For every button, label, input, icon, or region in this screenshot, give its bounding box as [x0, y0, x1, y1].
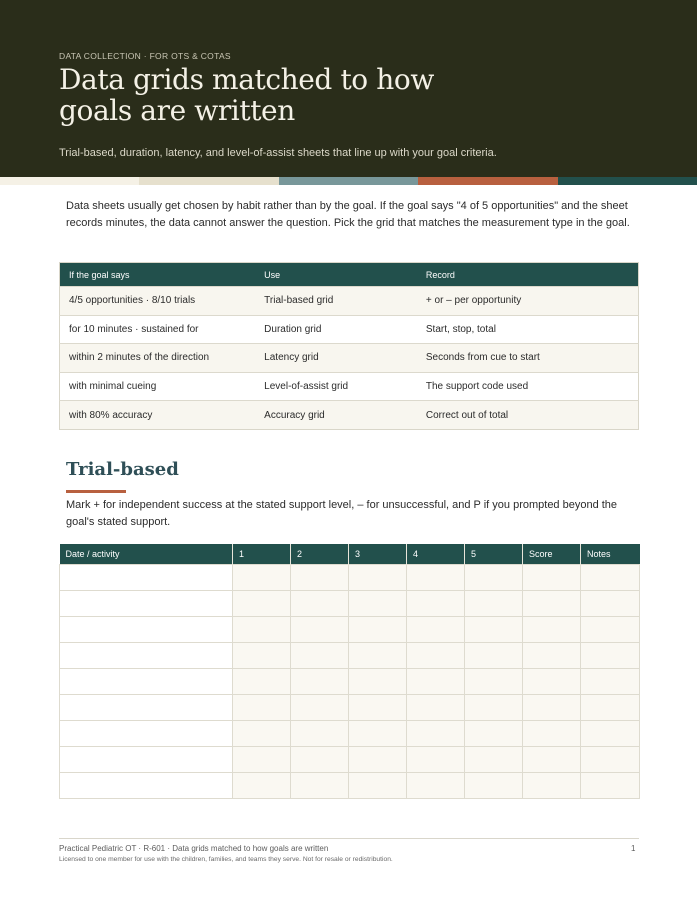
grid-cell [407, 773, 465, 799]
grid-cell [407, 694, 465, 720]
grid-cell [407, 564, 465, 590]
eyebrow-label: DATA COLLECTION · FOR OTS & COTAS [59, 51, 231, 61]
grid-cell [233, 590, 291, 616]
grid-cell [407, 616, 465, 642]
grid-cell [60, 642, 233, 668]
grid-cell [233, 564, 291, 590]
column-header: 3 [349, 544, 407, 564]
grid-cell [407, 747, 465, 773]
column-header: If the goal says [60, 263, 256, 287]
column-header: Record [417, 263, 639, 287]
grid-cell [349, 747, 407, 773]
grid-cell [60, 616, 233, 642]
grid-cell [233, 721, 291, 747]
grid-cell [581, 694, 640, 720]
grid-cell [581, 747, 640, 773]
grid-cell [349, 668, 407, 694]
table-cell: Seconds from cue to start [417, 344, 639, 373]
table-header-row [60, 263, 639, 287]
grid-cell [349, 773, 407, 799]
table-cell: with 80% accuracy [60, 401, 256, 430]
table-row [60, 287, 639, 316]
table-cell: Latency grid [255, 344, 417, 373]
table-row [60, 401, 639, 430]
grid-cell [581, 773, 640, 799]
table-cell: Level-of-assist grid [255, 372, 417, 401]
stripe-segment [0, 177, 139, 185]
column-header: 5 [465, 544, 523, 564]
table-cell: The support code used [417, 372, 639, 401]
stripe-segment [558, 177, 697, 185]
table-row [60, 315, 639, 344]
column-header: Score [523, 544, 581, 564]
grid-cell [581, 564, 640, 590]
grid-cell [233, 773, 291, 799]
color-stripe [0, 177, 697, 185]
grid-row [60, 721, 640, 747]
grid-cell [465, 668, 523, 694]
grid-row [60, 642, 640, 668]
grid-cell [523, 616, 581, 642]
grid-cell [581, 668, 640, 694]
intro-paragraph: Data sheets usually get chosen by habit rather than by the goal. If the goal says "4 of 5 opportunities" and the sheet records minutes, the data cannot answer the question. Pick the grid that matches the measurement type in the goal. [66, 200, 630, 229]
grid-cell [233, 668, 291, 694]
grid-cell [291, 747, 349, 773]
table-cell: for 10 minutes · sustained for [60, 315, 256, 344]
grid-cell [465, 642, 523, 668]
grid-cell [60, 564, 233, 590]
table-cell: Accuracy grid [255, 401, 417, 430]
grid-cell [60, 773, 233, 799]
grid-cell [523, 590, 581, 616]
grid-cell [581, 642, 640, 668]
grid-cell [349, 721, 407, 747]
grid-row [60, 694, 640, 720]
grid-cell [523, 773, 581, 799]
grid-cell [523, 668, 581, 694]
table-cell: Start, stop, total [417, 315, 639, 344]
page-number: 1 [631, 844, 636, 853]
stripe-segment [418, 177, 557, 185]
table-cell: + or – per opportunity [417, 287, 639, 316]
grid-cell [349, 616, 407, 642]
stripe-segment [279, 177, 418, 185]
grid-cell [465, 747, 523, 773]
license-note: Licensed to one member for use with the children, families, and teams they serve. Not for resale or redistribution. [59, 856, 393, 863]
grid-row [60, 590, 640, 616]
grid-cell [291, 616, 349, 642]
grid-cell [465, 773, 523, 799]
grid-cell [465, 721, 523, 747]
grid-cell [291, 590, 349, 616]
grid-cell [291, 642, 349, 668]
grid-cell [407, 721, 465, 747]
grid-cell [233, 694, 291, 720]
grid-cell [233, 747, 291, 773]
trial-data-grid [59, 544, 640, 799]
table-cell: within 2 minutes of the direction [60, 344, 256, 373]
column-header: Use [255, 263, 417, 287]
footer-credit: Practical Pediatric OT · R-601 · Data grids matched to how goals are written [59, 844, 329, 853]
grid-cell [291, 694, 349, 720]
grid-cell [581, 590, 640, 616]
table-cell: Correct out of total [417, 401, 639, 430]
table-row [60, 372, 639, 401]
grid-row [60, 773, 640, 799]
page-title: Data grids matched to how goals are written [59, 63, 434, 127]
grid-cell [233, 642, 291, 668]
grid-cell [523, 747, 581, 773]
grid-cell [523, 721, 581, 747]
grid-cell [291, 564, 349, 590]
grid-cell [349, 694, 407, 720]
table-cell: with minimal cueing [60, 372, 256, 401]
grid-cell [291, 773, 349, 799]
grid-cell [349, 642, 407, 668]
grid-cell [291, 668, 349, 694]
grid-header-row [60, 544, 640, 564]
column-header: 4 [407, 544, 465, 564]
grid-cell [60, 590, 233, 616]
grid-cell [407, 668, 465, 694]
column-header: 1 [233, 544, 291, 564]
grid-cell [407, 642, 465, 668]
section-divider [66, 490, 126, 493]
table-row [60, 344, 639, 373]
table-cell: 4/5 opportunities · 8/10 trials [60, 287, 256, 316]
grid-cell [60, 668, 233, 694]
grid-cell [349, 564, 407, 590]
grid-cell [291, 721, 349, 747]
grid-cell [407, 590, 465, 616]
goal-mapping-table [59, 262, 639, 430]
footer-divider [59, 838, 639, 839]
grid-cell [523, 694, 581, 720]
column-header: Notes [581, 544, 640, 564]
grid-cell [465, 694, 523, 720]
grid-row [60, 668, 640, 694]
grid-cell [60, 721, 233, 747]
stripe-segment [139, 177, 278, 185]
grid-cell [60, 747, 233, 773]
header-banner [0, 0, 697, 177]
section-title: Trial-based [66, 459, 179, 480]
grid-cell [523, 642, 581, 668]
grid-row [60, 747, 640, 773]
grid-cell [465, 616, 523, 642]
page-subtitle: Trial-based, duration, latency, and level-of-assist sheets that line up with your goal criteria. [59, 147, 497, 159]
table-cell: Duration grid [255, 315, 417, 344]
grid-cell [581, 616, 640, 642]
column-header: 2 [291, 544, 349, 564]
grid-cell [233, 616, 291, 642]
grid-cell [349, 590, 407, 616]
grid-cell [581, 721, 640, 747]
grid-cell [465, 590, 523, 616]
grid-cell [60, 694, 233, 720]
table-cell: Trial-based grid [255, 287, 417, 316]
column-header: Date / activity [60, 544, 233, 564]
grid-cell [465, 564, 523, 590]
grid-cell [523, 564, 581, 590]
section-instructions: Mark + for independent success at the stated support level, – for unsuccessful, and P if you prompted beyond the goal's stated support. [66, 499, 618, 528]
grid-row [60, 564, 640, 590]
grid-row [60, 616, 640, 642]
